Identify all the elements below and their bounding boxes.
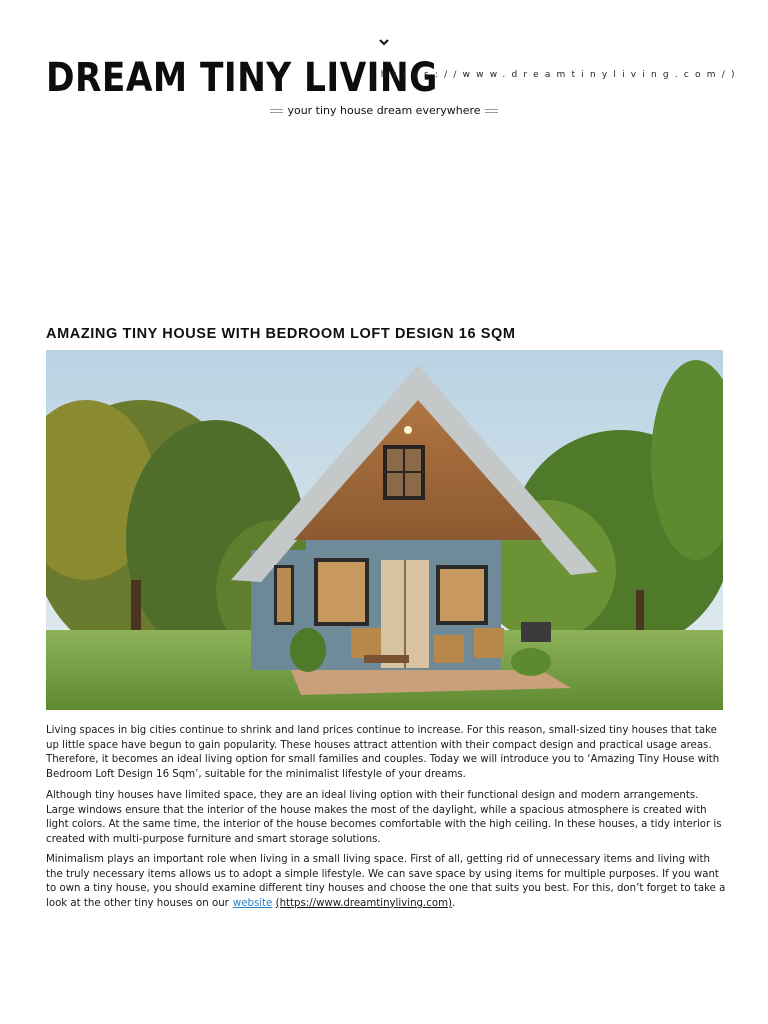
paragraph-3-closing: . bbox=[451, 897, 456, 909]
tagline-left-rule bbox=[270, 109, 283, 113]
website-link[interactable]: website bbox=[232, 897, 273, 909]
paragraph-2: Although tiny houses have limited space, they are an ideal living option with their functional design and modern arrangements. Large windows ensure that the interior of the house makes the most of the daylight, while a spacious atmosphere is created with light colors. At the same time, the interior of the house becomes comfortable with the high ceiling. In these houses, a tidy interior is created with multi-purpose furniture and smart storage solutions. bbox=[46, 790, 722, 845]
chevron-down-icon[interactable] bbox=[378, 38, 390, 46]
site-url: (https://www.dreamtinyliving.com/) bbox=[371, 70, 741, 80]
site-logo[interactable]: DREAM TINY LIVING bbox=[46, 55, 438, 101]
tagline-right-rule bbox=[485, 109, 498, 113]
tagline bbox=[0, 104, 768, 117]
paragraph-3-text: Minimalism plays an important role when living in a small living space. First of all, getting rid of unnecessary items and living with the truly necessary items allows us to adopt a simple lifestyle. We can save space by using items for multiple purposes. If you want to own a tiny house, you should examine different tiny houses and choose the one that suits you best. For this, don’t forget to take a look at the other tiny houses on our bbox=[46, 854, 726, 909]
website-url: (https://www.dreamtinyliving.com) bbox=[275, 897, 452, 909]
article-title: AMAZING TINY HOUSE WITH BEDROOM LOFT DESIGN 16 SQM bbox=[46, 326, 516, 342]
tagline-text: your tiny house dream everywhere bbox=[287, 104, 481, 117]
paragraph-3 bbox=[46, 853, 726, 911]
paragraph-1: Living spaces in big cities continue to shrink and land prices continue to increase. For this reason, small-sized tiny houses that take up little space have begun to gain popularity. These houses attract attention with their compact design and practical usage areas. Therefore, it becomes an ideal living option for small families and couples. Today we will introduce you to ‘Amazing Tiny House with Bedroom Loft Design 16 Sqm’, suitable for the minimalist lifestyle of your dreams. bbox=[46, 725, 720, 780]
hero-image bbox=[46, 350, 723, 710]
